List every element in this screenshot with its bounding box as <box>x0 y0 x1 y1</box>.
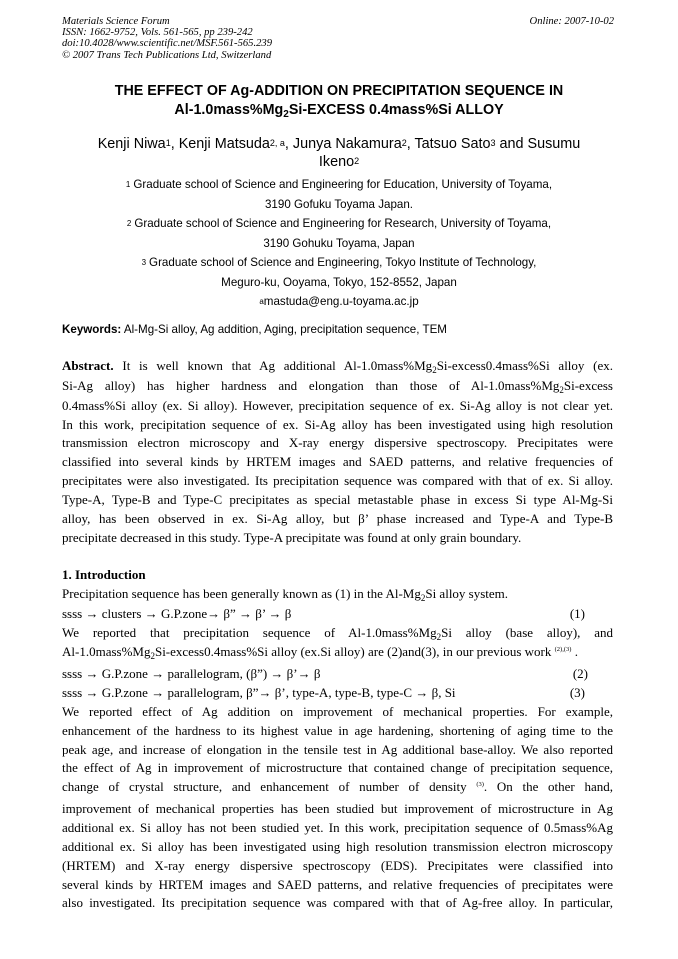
equation-1 <box>62 605 613 624</box>
author-name: Kenji Matsuda <box>178 136 270 152</box>
author-name-part: Ikeno <box>318 154 355 170</box>
equation-number: (1) <box>569 605 585 621</box>
subscript: 2 <box>559 384 564 395</box>
author-separator: , <box>406 136 415 152</box>
abstract-line: alloy, has been observed in ex. Si-Ag alloy, but β’ phase increased and Type-A and Type-B <box>62 510 613 526</box>
abstract-text: Si-Ag alloy) has higher hardness and elongation than those of Al-1.0mass%Mg <box>62 377 560 393</box>
author-separator: , <box>284 136 293 152</box>
body-text: Si alloy (base alloy), and <box>441 624 613 640</box>
author-line-1 <box>62 136 616 154</box>
subscript: 2 <box>420 592 426 603</box>
affiliation-line <box>62 214 616 234</box>
abstract-line: precipitates were also investigated. Its precipitation sequence was compared with that of ex. Si alloy. <box>62 473 613 489</box>
body-text: Al-1.0mass%Mg <box>62 644 151 660</box>
affiliation-sup: 3 <box>141 258 147 267</box>
body-line: improvement of mechanical properties has been studied but improvement of microstructure in Ag <box>62 801 613 817</box>
journal-doi: doi:10.4028/www.scientific.net/MSF.561-565.239 <box>62 38 272 50</box>
subscript: 2 <box>432 365 437 375</box>
journal-header <box>62 16 482 61</box>
affiliation-line: 3190 Gohuku Toyama, Japan <box>263 237 415 250</box>
author-affil-sup: 2 <box>354 156 360 166</box>
body-text: . On the other hand, <box>483 779 613 795</box>
abstract-line <box>62 357 613 377</box>
abstract-text: It is well known that Ag additional Al-1.0mass%Mg <box>122 358 433 373</box>
equation-2 <box>62 665 613 684</box>
section-heading: 1. Introduction <box>62 567 146 582</box>
body-line <box>62 585 613 605</box>
journal-copyright: © 2007 Trans Tech Publications Ltd, Switzerland <box>62 49 272 61</box>
paper-title <box>40 82 638 121</box>
body-text: change of crystal structure, and enhancement of number of density <box>62 779 467 795</box>
body-line <box>62 643 613 665</box>
body-line: enhancement of the hardness to its highest value in age hardening, shortening of aging time to the <box>62 722 613 738</box>
equation-text: ssss → G.P.zone → parallelogram, (β”) → β’→ β <box>62 666 321 682</box>
author-affil-sup: 2, a <box>269 138 285 148</box>
author-name: Junya Nakamura <box>292 136 402 152</box>
affiliation-line: Meguro-ku, Ooyama, Tokyo, 152-8552, Japan <box>221 276 457 289</box>
author-list <box>62 136 616 172</box>
abstract-text: Si-excess0.4mass%Si alloy (ex. <box>436 358 613 373</box>
author-name: Kenji Niwa <box>97 136 166 152</box>
affiliation-sup: 1 <box>125 180 131 189</box>
keywords-text: Al-Mg-Si alloy, Ag addition, Aging, precipitation sequence, TEM <box>123 323 447 336</box>
equation-text: ssss → clusters → G.P.zone→ β” → β’ → β <box>62 605 292 621</box>
author-name: Tatsuo Sato <box>414 136 491 152</box>
title-subscript: 2 <box>283 109 289 120</box>
body-line: several kinds by HRTEM images and SAED patterns, and relative frequencies of precipitates were <box>62 876 613 892</box>
author-line-2 <box>62 154 616 172</box>
introduction-section <box>62 566 613 913</box>
body-line: peak age, and increase of elongation in the tensile test in Ag additional base-alloy. We also reported <box>62 741 613 757</box>
title-line-2-part-b: Si-EXCESS 0.4mass%Si ALLOY <box>288 102 504 118</box>
body-text: Si alloy system. <box>425 585 509 601</box>
affiliation-line <box>62 253 616 273</box>
journal-name: Materials Science Forum <box>62 16 170 27</box>
body-line: (HRTEM) and X-ray energy dispersive spectroscopy (EDS). Precipitates were classified into <box>62 857 613 873</box>
abstract-text: Si-excess <box>563 377 613 393</box>
title-line-2 <box>40 101 638 121</box>
abstract-line: Type-A, Type-B and Type-C precipitates as special metastable phase in excess Si type Al-Mg-Si <box>62 491 613 507</box>
email-address[interactable]: mastuda@eng.u-toyama.ac.jp <box>263 295 419 308</box>
affiliation-sup: 2 <box>126 219 132 228</box>
citation-ref[interactable]: (2),(3) <box>554 646 572 654</box>
abstract-line <box>62 377 613 397</box>
affiliation-line: 3190 Gofuku Toyama Japan. <box>264 198 414 211</box>
body-line: additional ex. Si alloy has been investigated using high resolution transmission electron microscopy <box>62 838 613 854</box>
body-line: additional ex. Si alloy has not been studied yet. In this work, precipitation sequence of 0.5mass%Ag <box>62 819 613 835</box>
contact-email <box>62 292 616 312</box>
body-line: the effect of Ag in improvement of microstructure that contained change of precipitation sequence, <box>62 760 613 776</box>
body-text: . <box>571 644 578 660</box>
keywords <box>62 322 622 338</box>
abstract <box>62 357 613 547</box>
body-text: Precipitation sequence has been generally known as (1) in the Al-Mg <box>62 585 421 601</box>
abstract-line: 0.4mass%Si alloy (ex. Si alloy). However, precipitation sequence of ex. Si-Ag alloy is not clear yet. <box>62 397 613 413</box>
subscript: 2 <box>150 651 155 662</box>
abstract-line: In this work, precipitation sequence of ex. Si-Ag alloy has been investigated using high resolution <box>62 416 613 432</box>
author-affil-sup: 2 <box>401 138 407 148</box>
keywords-label: Keywords: <box>62 323 122 336</box>
affiliation-text: Graduate school of Science and Engineering for Education, University of Toyama, <box>133 178 553 191</box>
author-name-part: and Susumu <box>499 136 581 152</box>
abstract-line: precipitate decreased in this study. Type-A precipitate was found at only grain boundary. <box>62 529 522 545</box>
abstract-line: transmission electron microscopy and X-ray energy dispersive spectroscopy. Precipitates were <box>62 435 613 451</box>
author-affil-sup: 3 <box>490 138 496 148</box>
body-text: We reported that precipitation sequence of Al-1.0mass%Mg <box>62 624 437 640</box>
equation-number: (2) <box>572 666 588 682</box>
title-line-2-part-a: Al-1.0mass%Mg <box>174 102 284 118</box>
subscript: 2 <box>436 631 442 642</box>
author-affil-sup: 1 <box>165 138 171 148</box>
affiliation-text: Graduate school of Science and Engineering for Research, University of Toyama, <box>134 217 552 230</box>
abstract-line: classified into several kinds by HRTEM images and SAED patterns, and relative frequencies of <box>62 454 613 470</box>
journal-issn: ISSN: 1662-9752, Vols. 561-565, pp 239-242 <box>62 27 253 39</box>
body-line: also investigated. Its precipitation sequence was compared with that of Ag-free alloy. In particular, <box>62 895 613 911</box>
equation-3 <box>62 684 613 703</box>
abstract-label: Abstract. <box>62 358 114 373</box>
citation-ref[interactable]: (3) <box>476 781 484 789</box>
affiliation-text: Graduate school of Science and Engineering, Tokyo Institute of Technology, <box>149 256 537 269</box>
online-date: Online: 2007-10-02 <box>529 16 614 27</box>
body-line <box>62 778 613 800</box>
affiliations <box>62 175 616 312</box>
body-line <box>62 624 613 644</box>
email-sup: a <box>259 297 264 306</box>
body-text: Si-excess0.4mass%Si alloy (ex.Si alloy) are (2)and(3), in our previous work <box>154 644 552 660</box>
equation-text: ssss → G.P.zone → parallelogram, β”→ β’, type-A, type-B, type-C → β, Si <box>62 685 456 701</box>
affiliation-line <box>62 175 616 195</box>
body-line: We reported effect of Ag addition on improvement of mechanical properties. For example, <box>62 703 613 719</box>
equation-number: (3) <box>569 685 585 701</box>
title-line-1: THE EFFECT OF Ag-ADDITION ON PRECIPITATION SEQUENCE IN <box>114 83 564 99</box>
author-separator: , <box>170 136 179 152</box>
